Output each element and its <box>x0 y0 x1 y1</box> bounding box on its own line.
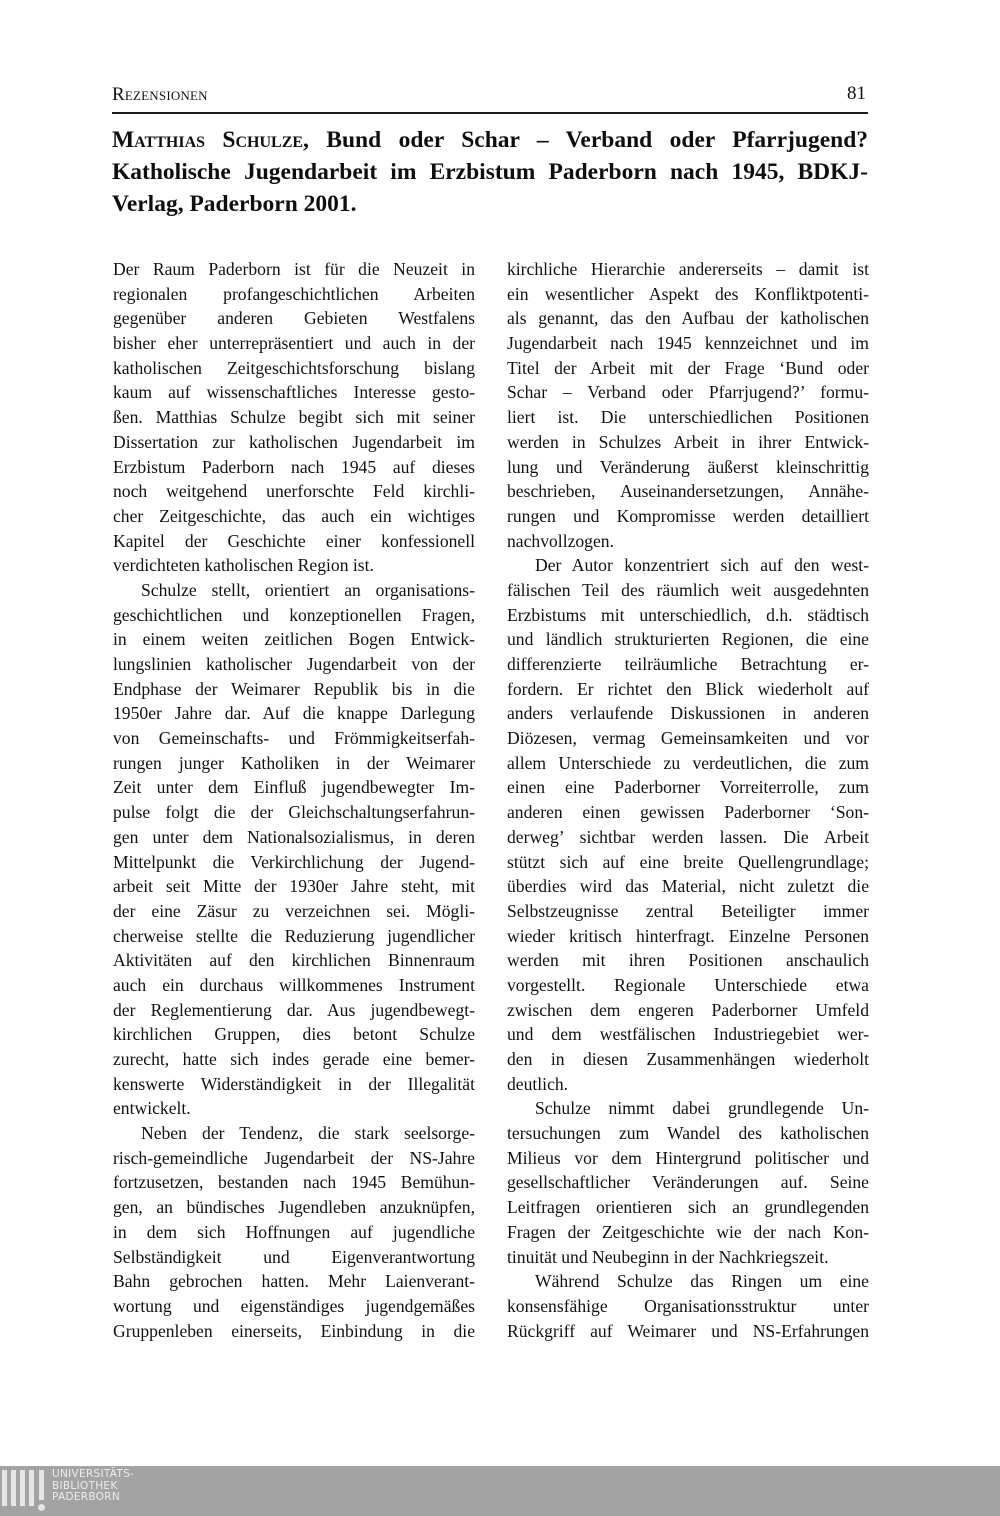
text-line: den in diesen Zusammenhängen wiederholt <box>507 1049 869 1069</box>
library-bars-logo-icon <box>2 1470 46 1514</box>
text-line: kirchliche Hierarchie andererseits – damit ist <box>507 259 869 279</box>
text-line: zwischen dem engeren Paderborner Umfeld <box>507 999 869 1020</box>
text-line: beschrieben, Auseinandersetzungen, Annähe- <box>507 481 869 502</box>
text-line: gegenüber anderen Gebieten Westfalens <box>113 308 475 329</box>
text-line: 1950er Jahre dar. Auf die knappe Darlegung <box>113 703 475 724</box>
text-line: differenzierte teilräumliche Betrachtung er- <box>507 654 869 674</box>
text-line: Jugendarbeit nach 1945 kennzeichnet und im <box>507 333 869 354</box>
text-line: lung und Veränderung äußerst kleinschrittig <box>507 456 869 477</box>
text-line: der eine Zäsur zu verzeichnen sei. Mögli- <box>113 900 475 921</box>
text-line: anders verlaufende Diskussionen in anderen <box>507 703 869 724</box>
text-line: Erzbistum Paderborn nach 1945 auf dieses <box>113 456 475 477</box>
text-line: derweg’ sichtbar werden lassen. Die Arbeit <box>507 826 869 847</box>
text-line: Mittelpunkt die Verkirchlichung der Jugend- <box>113 851 475 872</box>
text-line: geschichtlichen und konzeptionellen Fragen, <box>113 604 475 625</box>
text-line: auch ein durchaus willkommenes Instrument <box>113 974 475 995</box>
text-line: rungen junger Katholiken in der Weimarer <box>113 752 475 773</box>
text-line: tersuchungen zum Wandel des katholischen <box>507 1123 869 1144</box>
text-line: der Reglementierung dar. Aus jugendbewegt- <box>113 999 475 1020</box>
text-line: Schulze stellt, orientiert an organisations- <box>141 579 475 600</box>
text-column-left <box>113 257 475 1343</box>
text-line: stützt sich auf eine breite Quellengrundlage; <box>507 851 869 872</box>
text-line: ein wesentlicher Aspekt des Konfliktpotenti- <box>507 283 869 304</box>
text-line: Gruppenleben einerseits, Einbindung in die <box>113 1320 475 1341</box>
running-head <box>112 80 868 114</box>
library-footer <box>0 1466 1000 1516</box>
text-line: Während Schulze das Ringen um eine <box>535 1271 869 1292</box>
text-line: cher Zeitgeschichte, das auch ein wichtiges <box>113 505 475 526</box>
text-line: Rückgriff auf Weimarer und NS-Erfahrungen <box>507 1320 869 1341</box>
text-line: werden mit ihren Positionen anschaulich <box>507 950 869 971</box>
text-line: wieder kritisch hinterfragt. Einzelne Personen <box>507 925 869 946</box>
text-line: Schar – Verband oder Pfarrjugend?’ formu- <box>507 382 869 403</box>
text-line: fordern. Er richtet den Blick wiederholt auf <box>507 678 869 699</box>
text-line: Bahn gebrochen hatten. Mehr Laienverant- <box>113 1271 475 1292</box>
text-line: Der Raum Paderborn ist für die Neuzeit in <box>113 259 475 279</box>
library-name-line: BIBLIOTHEK <box>52 1479 118 1492</box>
text-line: zurecht, hatte sich indes gerade eine bemer- <box>113 1049 475 1069</box>
review-title <box>112 124 868 220</box>
library-name <box>52 1469 134 1504</box>
text-line: vorgestellt. Regionale Unterschiede etwa <box>507 974 869 995</box>
page-number: 81 <box>847 83 866 104</box>
text-line: fälischen Teil des räumlich weit ausgedehnten <box>507 579 869 600</box>
text-line: gen unter dem Nationalsozialismus, in deren <box>113 826 475 847</box>
text-line: Aktivitäten auf den kirchlichen Binnenraum <box>113 950 475 971</box>
text-line: ßen. Matthias Schulze begibt sich mit seiner <box>113 407 475 428</box>
review-book-citation: , Bund oder Schar – Verband oder Pfarrjugend? Katholische Jugendarbeit im Erzbistum Paderborn nach 1945, BDKJ-Verlag, Paderborn 2001. <box>112 127 869 217</box>
text-line: Leitfragen orientieren sich an grundlegenden <box>507 1197 869 1218</box>
text-line: anderen einen gewissen Paderborner ‘Son- <box>507 802 869 823</box>
text-line: werden in Schulzes Arbeit in ihrer Entwick- <box>507 431 869 452</box>
text-line: kenswerte Widerständigkeit in der Illegalität <box>113 1073 475 1094</box>
text-line: allem Unterschiede zu verdeutlichen, die zum <box>507 752 869 773</box>
text-line: nachvollzogen. <box>507 530 614 551</box>
text-line: Diözesen, vermag Gemeinsamkeiten und vor <box>507 728 869 749</box>
text-line: fortzusetzen, bestanden nach 1945 Bemühun- <box>113 1172 475 1193</box>
text-line: und ländlich strukturierten Regionen, die eine <box>507 629 869 650</box>
text-line: Selbstzeugnisse zentral Beteiligter immer <box>507 900 869 921</box>
review-author: Matthias Schulze <box>112 127 304 153</box>
text-line: wortung und eigenständiges jugendgemäßes <box>113 1295 475 1316</box>
text-line: Schulze nimmt dabei grundlegende Un- <box>535 1098 869 1119</box>
text-line: konsensfähige Organisationsstruktur unter <box>507 1295 869 1316</box>
text-line: gesellschaftlicher Veränderungen auf. Seine <box>507 1172 869 1193</box>
text-line: Milieus vor dem Hintergrund politischer und <box>507 1147 869 1168</box>
text-line: lungslinien katholischer Jugendarbeit von der <box>113 654 475 674</box>
text-line: liert ist. Die unterschiedlichen Positionen <box>507 407 869 428</box>
text-line: Erzbistums mit unterschiedlich, d.h. städtisch <box>507 604 869 625</box>
text-line: Selbständigkeit und Eigenverantwortung <box>113 1246 475 1267</box>
text-line: als genannt, das den Aufbau der katholischen <box>507 308 869 329</box>
text-line: in dem sich Hoffnungen auf jugendliche <box>113 1221 475 1242</box>
text-line: gen, an bündisches Jugendleben anzuknüpfen, <box>113 1197 475 1218</box>
text-line: Der Autor konzentriert sich auf den west- <box>535 555 869 576</box>
text-line: verdichteten katholischen Region ist. <box>113 555 374 576</box>
text-line: arbeit seit Mitte der 1930er Jahre steht, mit <box>113 876 475 897</box>
text-line: cherweise stellte die Reduzierung jugendlicher <box>113 925 475 946</box>
text-line: Titel der Arbeit mit der Frage ‘Bund oder <box>507 357 869 378</box>
text-line: Neben der Tendenz, die stark seelsorge- <box>141 1123 475 1144</box>
text-line: Endphase der Weimarer Republik bis in die <box>113 678 475 699</box>
text-line: Fragen der Zeitgeschichte wie der nach Kon- <box>507 1221 869 1242</box>
text-column-right <box>507 257 869 1343</box>
text-line: Dissertation zur katholischen Jugendarbeit im <box>113 431 475 452</box>
text-line: kirchlichen Gruppen, dies betont Schulze <box>113 1024 475 1045</box>
text-line: katholischen Zeitgeschichtsforschung bislang <box>113 357 475 378</box>
text-line: noch weitgehend unerforschte Feld kirchli- <box>113 481 475 502</box>
text-line: deutlich. <box>507 1073 569 1094</box>
text-line: bisher eher unterrepräsentiert und auch in der <box>113 333 475 354</box>
text-line: kaum auf wissenschaftliches Interesse gesto- <box>113 382 475 403</box>
text-line: in einem weiten zeitlichen Bogen Entwick- <box>113 629 475 650</box>
library-name-line: UNIVERSITÄTS- <box>52 1468 135 1480</box>
text-line: regionalen profangeschichtlichen Arbeiten <box>113 283 475 304</box>
text-line: Kapitel der Geschichte einer konfessionell <box>113 530 475 551</box>
library-name-line: PADERBORN <box>52 1491 120 1503</box>
text-line: Zeit unter dem Einfluß jugendbewegter Im- <box>113 777 475 798</box>
text-line: rungen und Kompromisse werden detailliert <box>507 505 869 526</box>
text-line: tinuität und Neubeginn in der Nachkriegszeit. <box>507 1246 829 1267</box>
text-line: pulse folgt die der Gleichschaltungserfahrun- <box>113 802 475 823</box>
section-title: Rezensionen <box>112 84 208 105</box>
text-line: einen eine Paderborner Vorreiterrolle, zum <box>507 777 869 798</box>
text-line: entwickelt. <box>113 1098 191 1119</box>
text-line: und dem westfälischen Industriegebiet wer- <box>507 1024 869 1045</box>
text-line: von Gemeinschafts- und Frömmigkeitserfah- <box>113 728 475 749</box>
text-line: risch-gemeindliche Jugendarbeit der NS-Jahre <box>113 1147 475 1168</box>
text-line: überdies wird das Material, nicht zuletzt die <box>507 876 869 897</box>
